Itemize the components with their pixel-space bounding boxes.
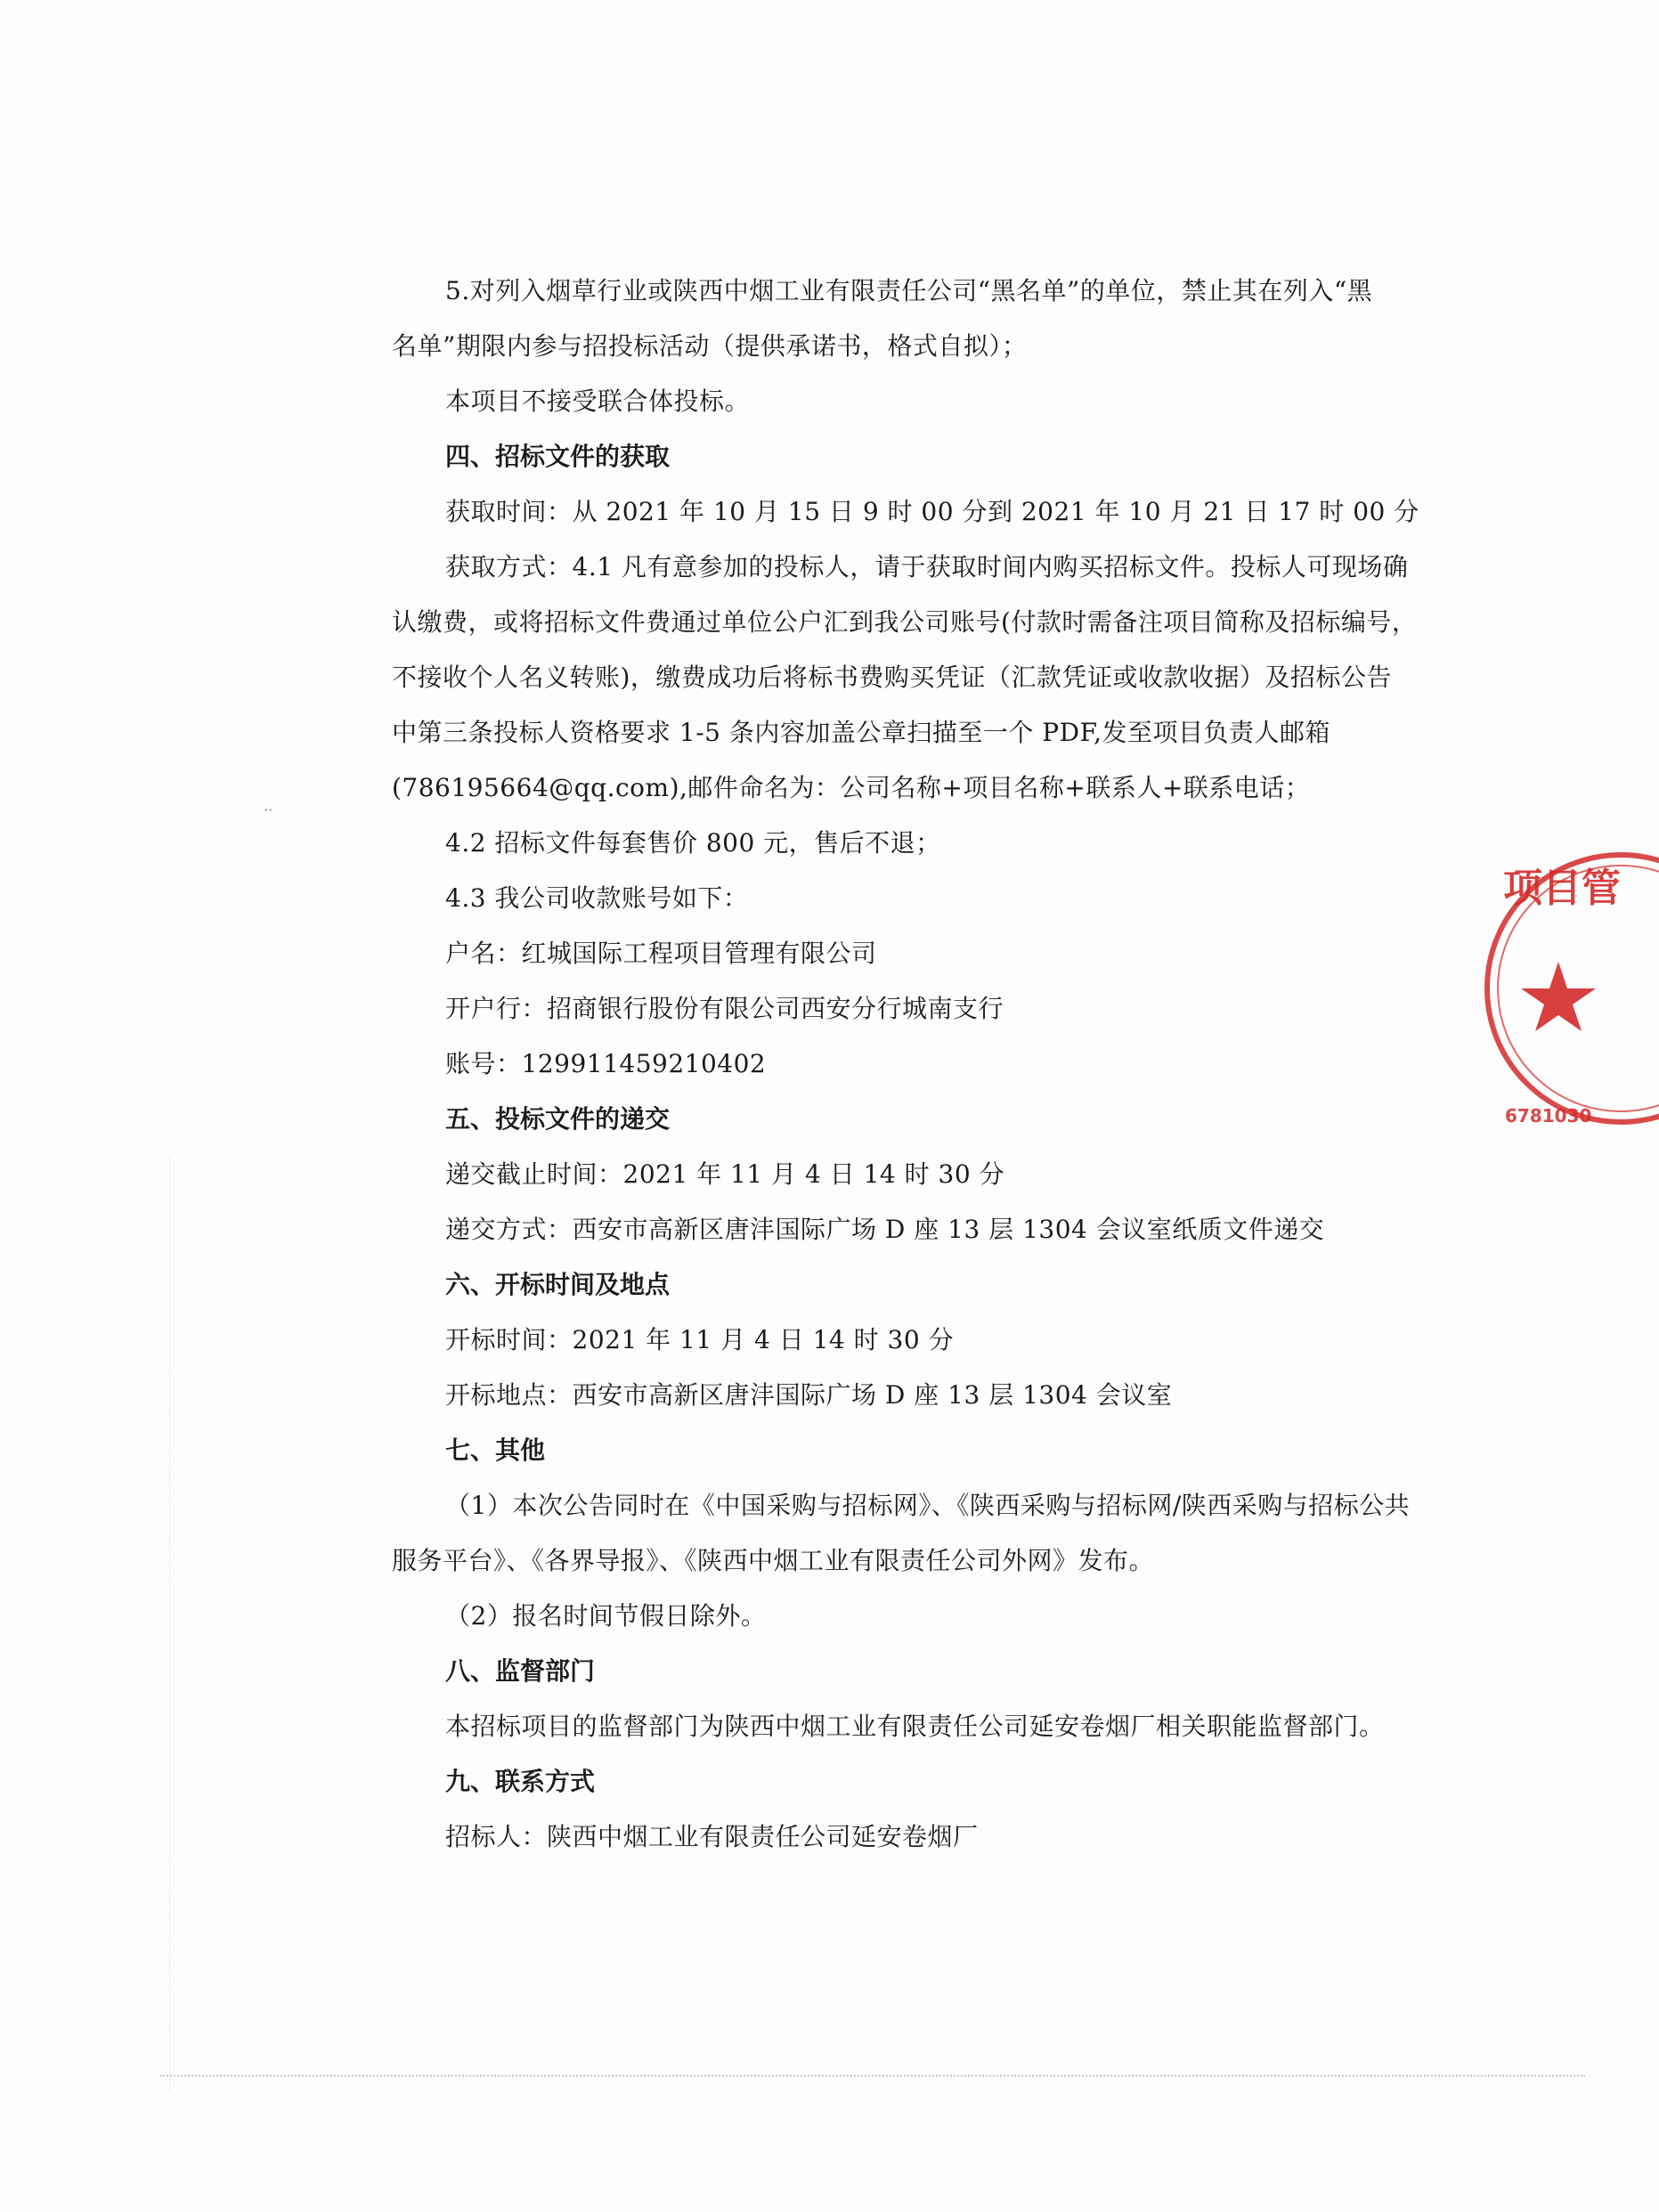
paragraph-line: （1）本次公告同时在《中国采购与招标网》、《陕西采购与招标网/陕西采购与招标公共 [445,1491,1411,1520]
paragraph-line: 账号：129911459210402 [445,1049,767,1078]
paragraph-line: 开标地点：西安市高新区唐沣国际广场 D 座 13 层 1304 会议室 [445,1380,1173,1410]
paragraph-line: (786195664@qq.com),邮件命名为：公司名称+项目名称+联系人+联系电话； [392,773,1311,802]
section-heading: 八、监督部门 [445,1656,596,1686]
seal-bottom-text: 6781030 [1505,1105,1592,1126]
paragraph-line: 认缴费，或将招标文件费通过单位公户汇到我公司账号(付款时需备注项目简称及招标编号， [392,607,1418,637]
paragraph-line: （2）报名时间节假日除外。 [445,1601,767,1631]
section-heading: 六、开标时间及地点 [445,1270,671,1299]
paragraph-line: 开户行：招商银行股份有限公司西安分行城南支行 [445,994,1004,1023]
paragraph-line: 本项目不接受联合体投标。 [445,386,751,416]
paragraph-line: 递交截止时间：2021 年 11 月 4 日 14 时 30 分 [445,1159,1005,1189]
seal-top-text: 项目管 [1503,866,1621,911]
scan-dust-mark: ·· [264,801,273,818]
paragraph-line: 递交方式：西安市高新区唐沣国际广场 D 座 13 层 1304 会议室纸质文件递交 [445,1215,1325,1244]
scan-artifact-bottom [160,2075,1585,2078]
section-heading: 四、招标文件的获取 [445,442,671,471]
paragraph-line: 开标时间：2021 年 11 月 4 日 14 时 30 分 [445,1325,955,1354]
paragraph-line: 名单”期限内参与招投标活动（提供承诺书，格式自拟）； [392,331,1028,361]
paragraph-line: 4.2 招标文件每套售价 800 元，售后不退； [445,828,941,858]
paragraph-line: 5.对列入烟草行业或陕西中烟工业有限责任公司“黑名单”的单位，禁止其在列入“黑 [445,276,1373,305]
section-heading: 九、联系方式 [445,1767,596,1796]
official-seal-stamp [1487,837,1621,1158]
document-body [392,264,1419,1865]
scan-artifact-line [169,1158,171,2093]
paragraph-line: 招标人：陕西中烟工业有限责任公司延安卷烟厂 [445,1822,979,1851]
paragraph-line: 4.3 我公司收款账号如下： [445,883,749,913]
paragraph-line: 本招标项目的监督部门为陕西中烟工业有限责任公司延安卷烟厂相关职能监督部门。 [445,1712,1385,1741]
paragraph-line: 服务平台》、《各界导报》、《陕西中烟工业有限责任公司外网》发布。 [392,1546,1155,1575]
paragraph-line: 获取时间：从 2021 年 10 月 15 日 9 时 00 分到 2021 年 10 月 21 日 17 时 00 分 [445,497,1419,526]
section-heading: 七、其他 [445,1435,546,1465]
paragraph-line: 中第三条投标人资格要求 1-5 条内容加盖公章扫描至一个 PDF,发至项目负责人邮箱 [392,718,1331,747]
seal-graphic [1487,837,1621,1158]
paragraph-line: 不接收个人名义转账)，缴费成功后将标书费购买凭证（汇款凭证或收款收据）及招标公告 [392,663,1392,692]
section-heading: 五、投标文件的递交 [445,1104,671,1134]
paragraph-line: 户名：红城国际工程项目管理有限公司 [445,939,877,968]
paragraph-line: 获取方式：4.1 凡有意参加的投标人，请于获取时间内购买招标文件。投标人可现场确 [445,552,1409,581]
